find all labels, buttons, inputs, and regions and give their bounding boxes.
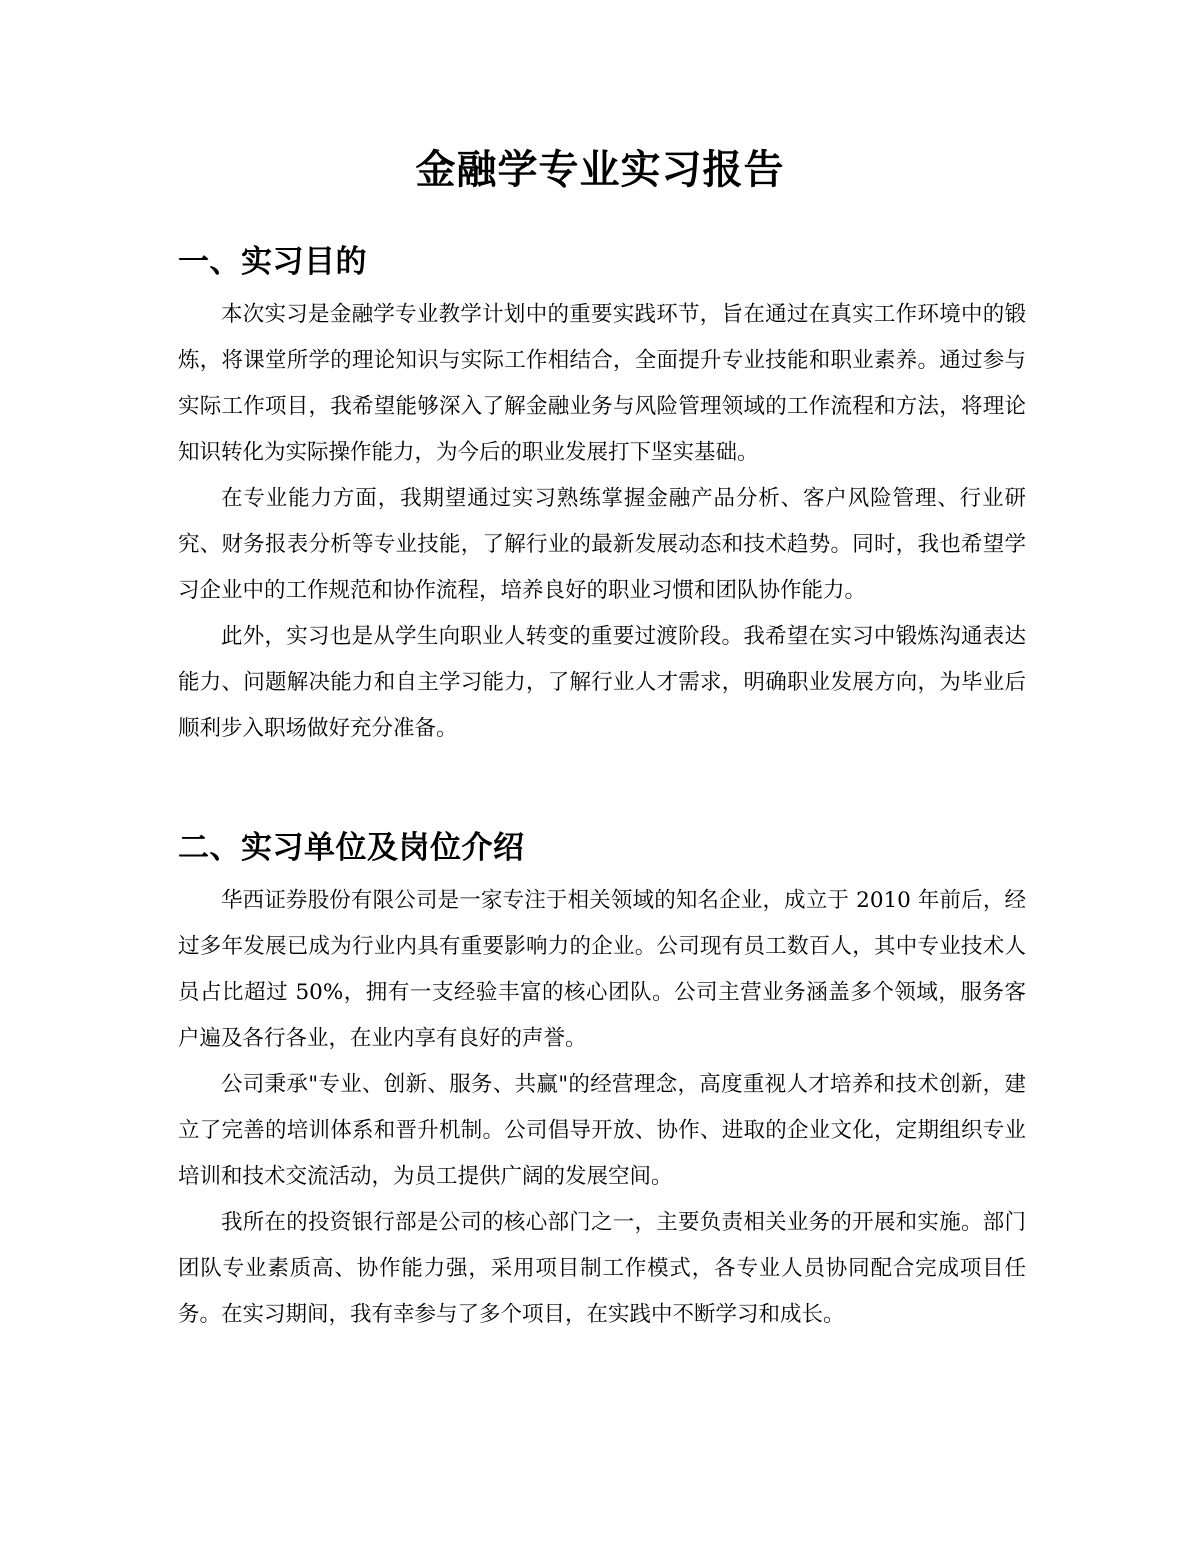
document-title: 金融学专业实习报告: [415, 147, 785, 193]
paragraph: 我所在的投资银行部是公司的核心部门之一，主要负责相关业务的开展和实施。部门团队专业素质高、协作能力强，采用项目制工作模式，各专业人员协同配合完成项目任务。在实习期间，我有幸参与了多个项目，在实践中不断学习和成长。: [178, 1210, 1026, 1327]
section-company-and-position: [178, 824, 1026, 1338]
paragraph: 此外，实习也是从学生向职业人转变的重要过渡阶段。我希望在实习中锻炼沟通表达能力、问题解决能力和自主学习能力，了解行业人才需求，明确职业发展方向，为毕业后顺利步入职场做好充分准备。: [178, 624, 1026, 741]
section-internship-purpose: [178, 238, 1026, 752]
paragraph: 本次实习是金融学专业教学计划中的重要实践环节，旨在通过在真实工作环境中的锻炼，将课堂所学的理论知识与实际工作相结合，全面提升专业技能和职业素养。通过参与实际工作项目，我希望能够深入了解金融业务与风险管理领域的工作流程和方法，将理论知识转化为实际操作能力，为今后的职业发展打下坚实基础。: [178, 302, 1026, 465]
paragraph: 公司秉承"专业、创新、服务、共赢"的经营理念，高度重视人才培养和技术创新，建立了完善的培训体系和晋升机制。公司倡导开放、协作、进取的企业文化，定期组织专业培训和技术交流活动，为员工提供广阔的发展空间。: [178, 1072, 1026, 1189]
section-heading: 一、实习目的: [178, 244, 367, 280]
section-heading: 二、实习单位及岗位介绍: [178, 830, 525, 866]
paragraph: 在专业能力方面，我期望通过实习熟练掌握金融产品分析、客户风险管理、行业研究、财务报表分析等专业技能，了解行业的最新发展动态和技术趋势。同时，我也希望学习企业中的工作规范和协作流程，培养良好的职业习惯和团队协作能力。: [178, 486, 1026, 603]
paragraph: 华西证券股份有限公司是一家专注于相关领域的知名企业，成立于 2010 年前后，经过多年发展已成为行业内具有重要影响力的企业。公司现有员工数百人，其中专业技术人员占比超过 50%，拥有一支经验丰富的核心团队。公司主营业务涵盖多个领域，服务客户遍及各行各业，在业内享有良好的声誉。: [178, 888, 1026, 1051]
